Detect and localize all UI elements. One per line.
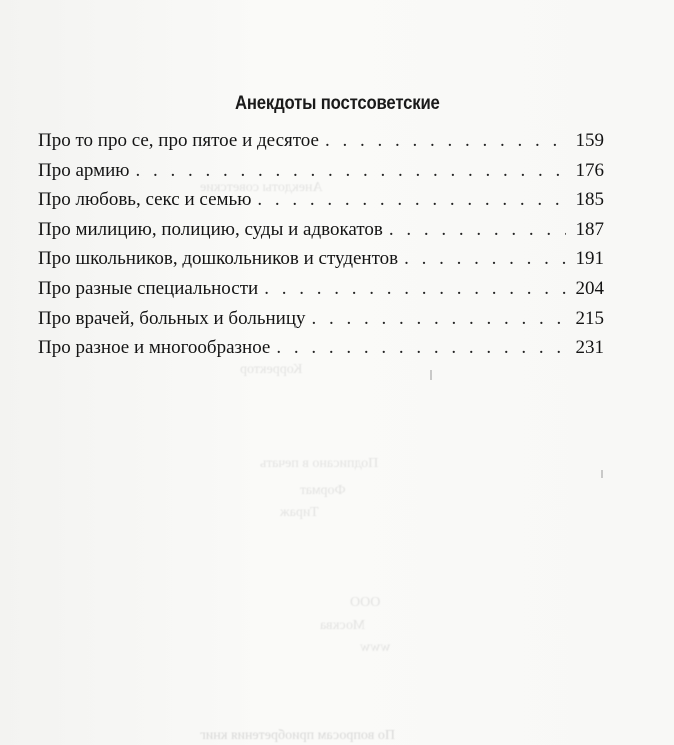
toc-entry-page: 215 xyxy=(575,307,604,329)
toc-entry-title: Про врачей, больных и больницу xyxy=(38,307,306,329)
toc-leader-dots xyxy=(389,219,566,241)
page-speck xyxy=(601,470,603,478)
toc-entry-page: 187 xyxy=(575,218,604,240)
toc-entry xyxy=(38,248,604,278)
toc-leader-dots xyxy=(312,308,566,330)
toc-entry-title: Про то про се, про пятое и десятое xyxy=(38,130,319,151)
toc-entry-title: Про разные специальности xyxy=(38,277,259,299)
toc-entry-title: Про школьников, дошкольников и студентов xyxy=(38,248,399,270)
toc-entry xyxy=(38,130,604,160)
toc-entry xyxy=(38,219,604,249)
page-speck xyxy=(430,370,432,380)
toc-entry-title: Про армию xyxy=(38,159,130,181)
toc-entry-page: 159 xyxy=(575,130,604,151)
bleed-through-text: Подписано в печать xyxy=(260,456,379,471)
bleed-through-text: www xyxy=(360,640,391,655)
toc-leader-dots xyxy=(404,248,566,270)
table-of-contents xyxy=(38,130,604,367)
section-heading xyxy=(0,80,674,117)
bleed-through-text: Формат xyxy=(300,483,346,498)
toc-entry xyxy=(38,189,604,219)
toc-entry xyxy=(38,278,604,308)
toc-leader-dots xyxy=(264,278,566,300)
toc-entry-page: 185 xyxy=(575,189,604,211)
bleed-through-text: Анекдоты советские xyxy=(200,180,323,195)
toc-entry-title: Про милицию, полицию, суды и адвокатов xyxy=(38,218,383,240)
bleed-through-text: Москва xyxy=(320,618,366,633)
bleed-through-text: Тираж xyxy=(280,505,319,520)
toc-entry-page: 204 xyxy=(575,277,604,299)
bleed-through-text: По вопросам приобретения книг xyxy=(200,728,396,743)
toc-entry xyxy=(38,337,604,367)
toc-entry-page: 191 xyxy=(575,248,604,270)
toc-entry xyxy=(38,160,604,190)
bleed-through-text: Корректор xyxy=(240,362,303,377)
toc-leader-dots xyxy=(257,189,566,211)
toc-entry-page: 231 xyxy=(575,337,604,359)
toc-entry-title: Про любовь, секс и семью xyxy=(38,189,252,211)
toc-leader-dots xyxy=(325,130,566,152)
toc-leader-dots xyxy=(276,337,566,359)
bleed-through-text: ООО xyxy=(350,595,381,610)
toc-entry-page: 176 xyxy=(575,159,604,181)
toc-entry-title: Про разное и многообразное xyxy=(38,337,271,359)
toc-leader-dots xyxy=(136,160,566,182)
toc-entry xyxy=(38,308,604,338)
section-heading-text: Анекдоты постсоветские xyxy=(234,93,440,114)
